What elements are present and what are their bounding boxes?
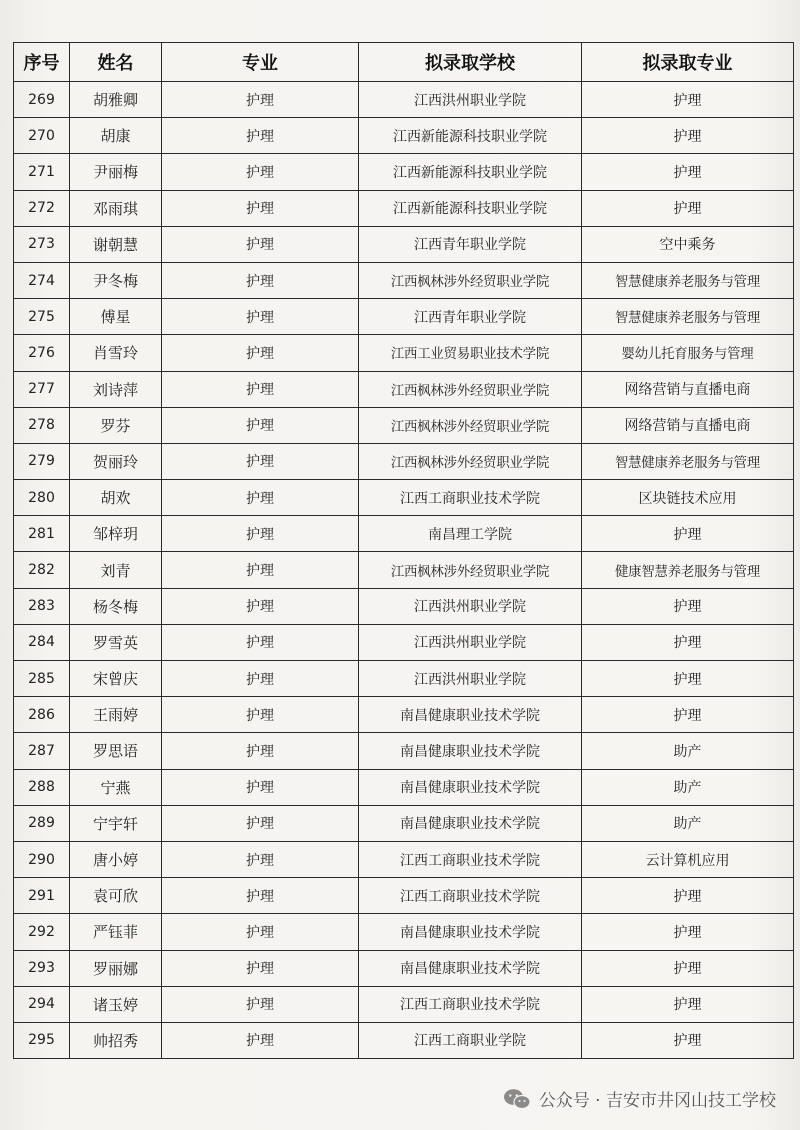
cell-major: 护理	[162, 624, 359, 660]
cell-index: 271	[14, 154, 70, 190]
cell-index: 288	[14, 769, 70, 805]
table-body	[14, 82, 794, 1059]
cell-school: 江西洪州职业学院	[359, 82, 582, 118]
cell-school: 江西新能源科技职业学院	[359, 190, 582, 226]
cell-major: 护理	[162, 769, 359, 805]
cell-name: 诸玉婷	[70, 986, 162, 1022]
cell-major: 护理	[162, 226, 359, 262]
cell-major: 护理	[162, 480, 359, 516]
table-row	[14, 190, 794, 226]
cell-index: 283	[14, 588, 70, 624]
cell-index: 276	[14, 335, 70, 371]
cell-school: 南昌理工学院	[359, 516, 582, 552]
table-row	[14, 480, 794, 516]
cell-major: 护理	[162, 986, 359, 1022]
cell-major: 护理	[162, 516, 359, 552]
table-row	[14, 878, 794, 914]
table-header-row	[14, 43, 794, 82]
table-row	[14, 118, 794, 154]
cell-school: 江西枫林涉外经贸职业学院	[359, 262, 582, 298]
cell-index: 286	[14, 697, 70, 733]
cell-index: 279	[14, 443, 70, 479]
table-row	[14, 299, 794, 335]
cell-admit-major: 云计算机应用	[582, 841, 794, 877]
cell-admit-major: 助产	[582, 805, 794, 841]
cell-index: 270	[14, 118, 70, 154]
table-row	[14, 805, 794, 841]
cell-school: 江西枫林涉外经贸职业学院	[359, 371, 582, 407]
table-row	[14, 950, 794, 986]
cell-major: 护理	[162, 588, 359, 624]
cell-index: 281	[14, 516, 70, 552]
cell-admit-major: 护理	[582, 986, 794, 1022]
cell-school: 江西工商职业技术学院	[359, 878, 582, 914]
cell-name: 刘青	[70, 552, 162, 588]
cell-admit-major: 护理	[582, 697, 794, 733]
cell-school: 江西洪州职业学院	[359, 588, 582, 624]
table-row	[14, 1022, 794, 1058]
cell-name: 罗芬	[70, 407, 162, 443]
cell-school: 南昌健康职业技术学院	[359, 733, 582, 769]
cell-admit-major: 空中乘务	[582, 226, 794, 262]
table-row	[14, 82, 794, 118]
cell-school: 江西工商职业技术学院	[359, 841, 582, 877]
cell-name: 尹丽梅	[70, 154, 162, 190]
cell-major: 护理	[162, 443, 359, 479]
cell-major: 护理	[162, 1022, 359, 1058]
cell-major: 护理	[162, 154, 359, 190]
cell-major: 护理	[162, 335, 359, 371]
cell-admit-major: 智慧健康养老服务与管理	[582, 262, 794, 298]
cell-admit-major: 智慧健康养老服务与管理	[582, 443, 794, 479]
table-row	[14, 841, 794, 877]
cell-major: 护理	[162, 878, 359, 914]
cell-index: 282	[14, 552, 70, 588]
cell-major: 护理	[162, 661, 359, 697]
cell-major: 护理	[162, 914, 359, 950]
cell-index: 290	[14, 841, 70, 877]
cell-index: 294	[14, 986, 70, 1022]
cell-major: 护理	[162, 118, 359, 154]
cell-school: 江西青年职业学院	[359, 226, 582, 262]
cell-index: 272	[14, 190, 70, 226]
cell-name: 肖雪玲	[70, 335, 162, 371]
table-row	[14, 733, 794, 769]
cell-major: 护理	[162, 371, 359, 407]
cell-name: 严钰菲	[70, 914, 162, 950]
cell-index: 278	[14, 407, 70, 443]
cell-school: 江西枫林涉外经贸职业学院	[359, 407, 582, 443]
cell-major: 护理	[162, 805, 359, 841]
table-row	[14, 443, 794, 479]
cell-school: 江西枫林涉外经贸职业学院	[359, 552, 582, 588]
table-row	[14, 226, 794, 262]
cell-name: 傅星	[70, 299, 162, 335]
cell-admit-major: 护理	[582, 190, 794, 226]
header-admit-major: 拟录取专业	[582, 43, 794, 82]
cell-major: 护理	[162, 733, 359, 769]
watermark-text: 公众号 · 吉安市井冈山技工学校	[538, 1091, 776, 1111]
cell-school: 南昌健康职业技术学院	[359, 769, 582, 805]
cell-school: 江西工业贸易职业技术学院	[359, 335, 582, 371]
cell-admit-major: 护理	[582, 661, 794, 697]
cell-name: 宁宇轩	[70, 805, 162, 841]
wechat-icon	[503, 1088, 531, 1110]
cell-admit-major: 智慧健康养老服务与管理	[582, 299, 794, 335]
cell-index: 273	[14, 226, 70, 262]
cell-school: 江西工商职业学院	[359, 1022, 582, 1058]
cell-index: 292	[14, 914, 70, 950]
cell-name: 王雨婷	[70, 697, 162, 733]
cell-admit-major: 婴幼儿托育服务与管理	[582, 335, 794, 371]
table-row	[14, 588, 794, 624]
cell-admit-major: 护理	[582, 154, 794, 190]
header-school: 拟录取学校	[359, 43, 582, 82]
cell-major: 护理	[162, 697, 359, 733]
cell-school: 南昌健康职业技术学院	[359, 697, 582, 733]
cell-major: 护理	[162, 407, 359, 443]
cell-school: 江西新能源科技职业学院	[359, 154, 582, 190]
cell-admit-major: 网络营销与直播电商	[582, 371, 794, 407]
cell-school: 南昌健康职业技术学院	[359, 950, 582, 986]
cell-admit-major: 护理	[582, 878, 794, 914]
cell-major: 护理	[162, 262, 359, 298]
cell-admit-major: 助产	[582, 733, 794, 769]
table-row	[14, 624, 794, 660]
table-row	[14, 697, 794, 733]
cell-school: 江西工商职业技术学院	[359, 986, 582, 1022]
table-row	[14, 262, 794, 298]
cell-index: 277	[14, 371, 70, 407]
cell-name: 刘诗萍	[70, 371, 162, 407]
cell-major: 护理	[162, 299, 359, 335]
cell-index: 284	[14, 624, 70, 660]
cell-name: 宁燕	[70, 769, 162, 805]
cell-school: 南昌健康职业技术学院	[359, 914, 582, 950]
table-row	[14, 661, 794, 697]
cell-admit-major: 护理	[582, 516, 794, 552]
table-row	[14, 407, 794, 443]
cell-school: 江西枫林涉外经贸职业学院	[359, 443, 582, 479]
cell-name: 罗丽娜	[70, 950, 162, 986]
cell-major: 护理	[162, 950, 359, 986]
table-row	[14, 769, 794, 805]
cell-name: 贺丽玲	[70, 443, 162, 479]
table-row	[14, 371, 794, 407]
cell-major: 护理	[162, 82, 359, 118]
cell-name: 谢朝慧	[70, 226, 162, 262]
cell-admit-major: 护理	[582, 914, 794, 950]
cell-major: 护理	[162, 552, 359, 588]
cell-admit-major: 网络营销与直播电商	[582, 407, 794, 443]
cell-index: 275	[14, 299, 70, 335]
cell-major: 护理	[162, 190, 359, 226]
cell-name: 罗雪英	[70, 624, 162, 660]
cell-admit-major: 护理	[582, 950, 794, 986]
cell-admit-major: 护理	[582, 588, 794, 624]
cell-name: 邹梓玥	[70, 516, 162, 552]
cell-school: 南昌健康职业技术学院	[359, 805, 582, 841]
cell-name: 胡欢	[70, 480, 162, 516]
cell-school: 江西青年职业学院	[359, 299, 582, 335]
table-row	[14, 335, 794, 371]
table-row	[14, 154, 794, 190]
cell-index: 287	[14, 733, 70, 769]
cell-index: 291	[14, 878, 70, 914]
cell-school: 江西洪州职业学院	[359, 624, 582, 660]
cell-index: 274	[14, 262, 70, 298]
cell-admit-major: 区块链技术应用	[582, 480, 794, 516]
header-index: 序号	[14, 43, 70, 82]
cell-index: 293	[14, 950, 70, 986]
cell-name: 罗思语	[70, 733, 162, 769]
cell-name: 尹冬梅	[70, 262, 162, 298]
cell-admit-major: 护理	[582, 1022, 794, 1058]
cell-admit-major: 健康智慧养老服务与管理	[582, 552, 794, 588]
header-major: 专业	[162, 43, 359, 82]
cell-name: 杨冬梅	[70, 588, 162, 624]
cell-name: 唐小婷	[70, 841, 162, 877]
cell-name: 胡雅卿	[70, 82, 162, 118]
cell-admit-major: 助产	[582, 769, 794, 805]
cell-index: 280	[14, 480, 70, 516]
cell-major: 护理	[162, 841, 359, 877]
cell-school: 江西新能源科技职业学院	[359, 118, 582, 154]
cell-school: 江西洪州职业学院	[359, 661, 582, 697]
cell-index: 285	[14, 661, 70, 697]
cell-name: 帅招秀	[70, 1022, 162, 1058]
header-name: 姓名	[70, 43, 162, 82]
table-row	[14, 914, 794, 950]
table-row	[14, 516, 794, 552]
table-row	[14, 552, 794, 588]
watermark	[503, 1086, 776, 1111]
cell-name: 胡康	[70, 118, 162, 154]
cell-name: 宋曾庆	[70, 661, 162, 697]
cell-admit-major: 护理	[582, 82, 794, 118]
cell-admit-major: 护理	[582, 624, 794, 660]
cell-index: 295	[14, 1022, 70, 1058]
table-row	[14, 986, 794, 1022]
cell-admit-major: 护理	[582, 118, 794, 154]
cell-name: 邓雨琪	[70, 190, 162, 226]
admission-table	[13, 42, 794, 1059]
cell-name: 袁可欣	[70, 878, 162, 914]
cell-school: 江西工商职业技术学院	[359, 480, 582, 516]
cell-index: 269	[14, 82, 70, 118]
cell-index: 289	[14, 805, 70, 841]
